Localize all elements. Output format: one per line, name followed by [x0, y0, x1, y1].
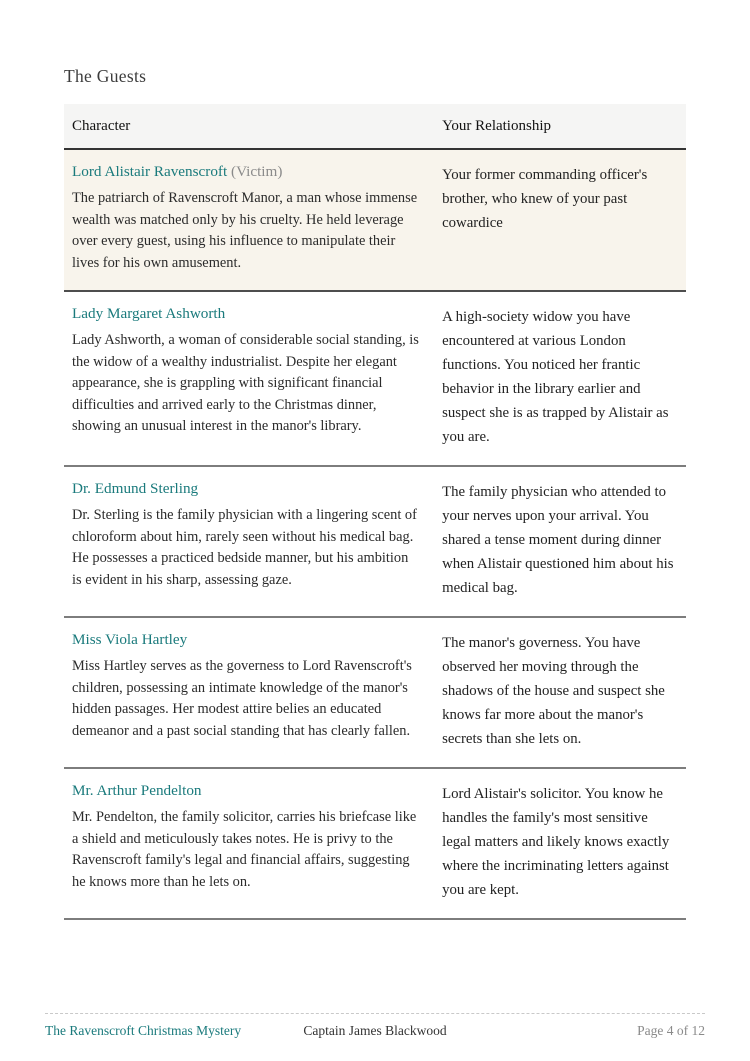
relationship-text: The manor's governess. You have observed her moving through the shadows of the house and suspect she knows far more about the manor's secrets than she lets on. [442, 635, 665, 747]
table-row [64, 292, 686, 467]
character-description: The patriarch of Ravenscroft Manor, a man whose immense wealth was matched only by his cruelty. He held leverage over every guest, using his influence to manipulate their lives for his own amusement. [72, 190, 418, 271]
table-row [64, 618, 686, 769]
table-row [64, 769, 686, 920]
character-name: Lord Alistair Ravenscroft [72, 163, 228, 180]
relationship-text: The family physician who attended to your nerves upon your arrival. You shared a tense moment during dinner when Alistair questioned him about his medical bag. [442, 484, 674, 596]
character-description: Dr. Sterling is the family physician with a lingering scent of chloroform about him, rarely seen without his medical bag. He possesses a practiced bedside manner, but his ambition is evident in his sharp, assessing gaze. [72, 507, 417, 588]
footer-page-number: Page 4 of 12 [637, 1023, 706, 1038]
character-cell [64, 150, 434, 290]
character-description: Lady Ashworth, a woman of considerable social standing, is the widow of a wealthy industrialist. Despite her elegant appearance, she is grappling with significant financial difficulties and arrived early to the Christmas dinner, showing an unusual interest in the manor's library. [72, 332, 419, 434]
relationship-cell [434, 618, 686, 767]
victim-label: (Victim) [227, 163, 283, 180]
table-row [64, 150, 686, 292]
character-name: Lady Margaret Ashworth [72, 305, 226, 322]
character-description: Mr. Pendelton, the family solicitor, carries his briefcase like a shield and meticulously takes notes. He is privy to the Ravenscroft family's legal and financial affairs, suggesting he knows more than he lets on. [72, 809, 417, 890]
guests-table [64, 104, 686, 920]
character-name-line [72, 782, 420, 800]
character-name-line [72, 163, 420, 181]
column-header-relationship: Your Relationship [442, 118, 551, 134]
relationship-text: Your former commanding officer's brother, who knew of your past cowardice [442, 167, 648, 231]
table-body [64, 150, 686, 920]
table-header-row [64, 104, 686, 150]
relationship-cell [434, 467, 686, 616]
footer-document-title: The Ravenscroft Christmas Mystery [45, 1023, 242, 1038]
relationship-cell [434, 150, 686, 290]
character-name-line [72, 480, 420, 498]
page-footer [45, 1013, 705, 1039]
relationship-text: Lord Alistair's solicitor. You know he handles the family's most sensitive legal matters and likely knows exactly where the incriminating letters against you are kept. [442, 786, 670, 898]
column-header-character: Character [72, 118, 131, 134]
character-cell [64, 769, 434, 918]
table-row [64, 467, 686, 618]
character-name: Mr. Arthur Pendelton [72, 782, 202, 799]
character-cell [64, 618, 434, 767]
character-name: Dr. Edmund Sterling [72, 480, 199, 497]
character-cell [64, 467, 434, 616]
character-name: Miss Viola Hartley [72, 631, 188, 648]
section-title: The Guests [64, 66, 147, 86]
relationship-cell [434, 292, 686, 465]
character-name-line [72, 631, 420, 649]
relationship-cell [434, 769, 686, 918]
relationship-text: A high-society widow you have encountered at various London functions. You noticed her frantic behavior in the library earlier and suspect she is as trapped by Alistair as you are. [442, 309, 669, 445]
character-description: Miss Hartley serves as the governess to Lord Ravenscroft's children, possessing an intimate knowledge of the manor's hidden passages. Her modest attire belies an educated demeanor and a past social standing that has clearly fallen. [72, 658, 412, 739]
footer-character-name: Captain James Blackwood [303, 1023, 447, 1038]
character-cell [64, 292, 434, 465]
character-name-line [72, 305, 420, 323]
